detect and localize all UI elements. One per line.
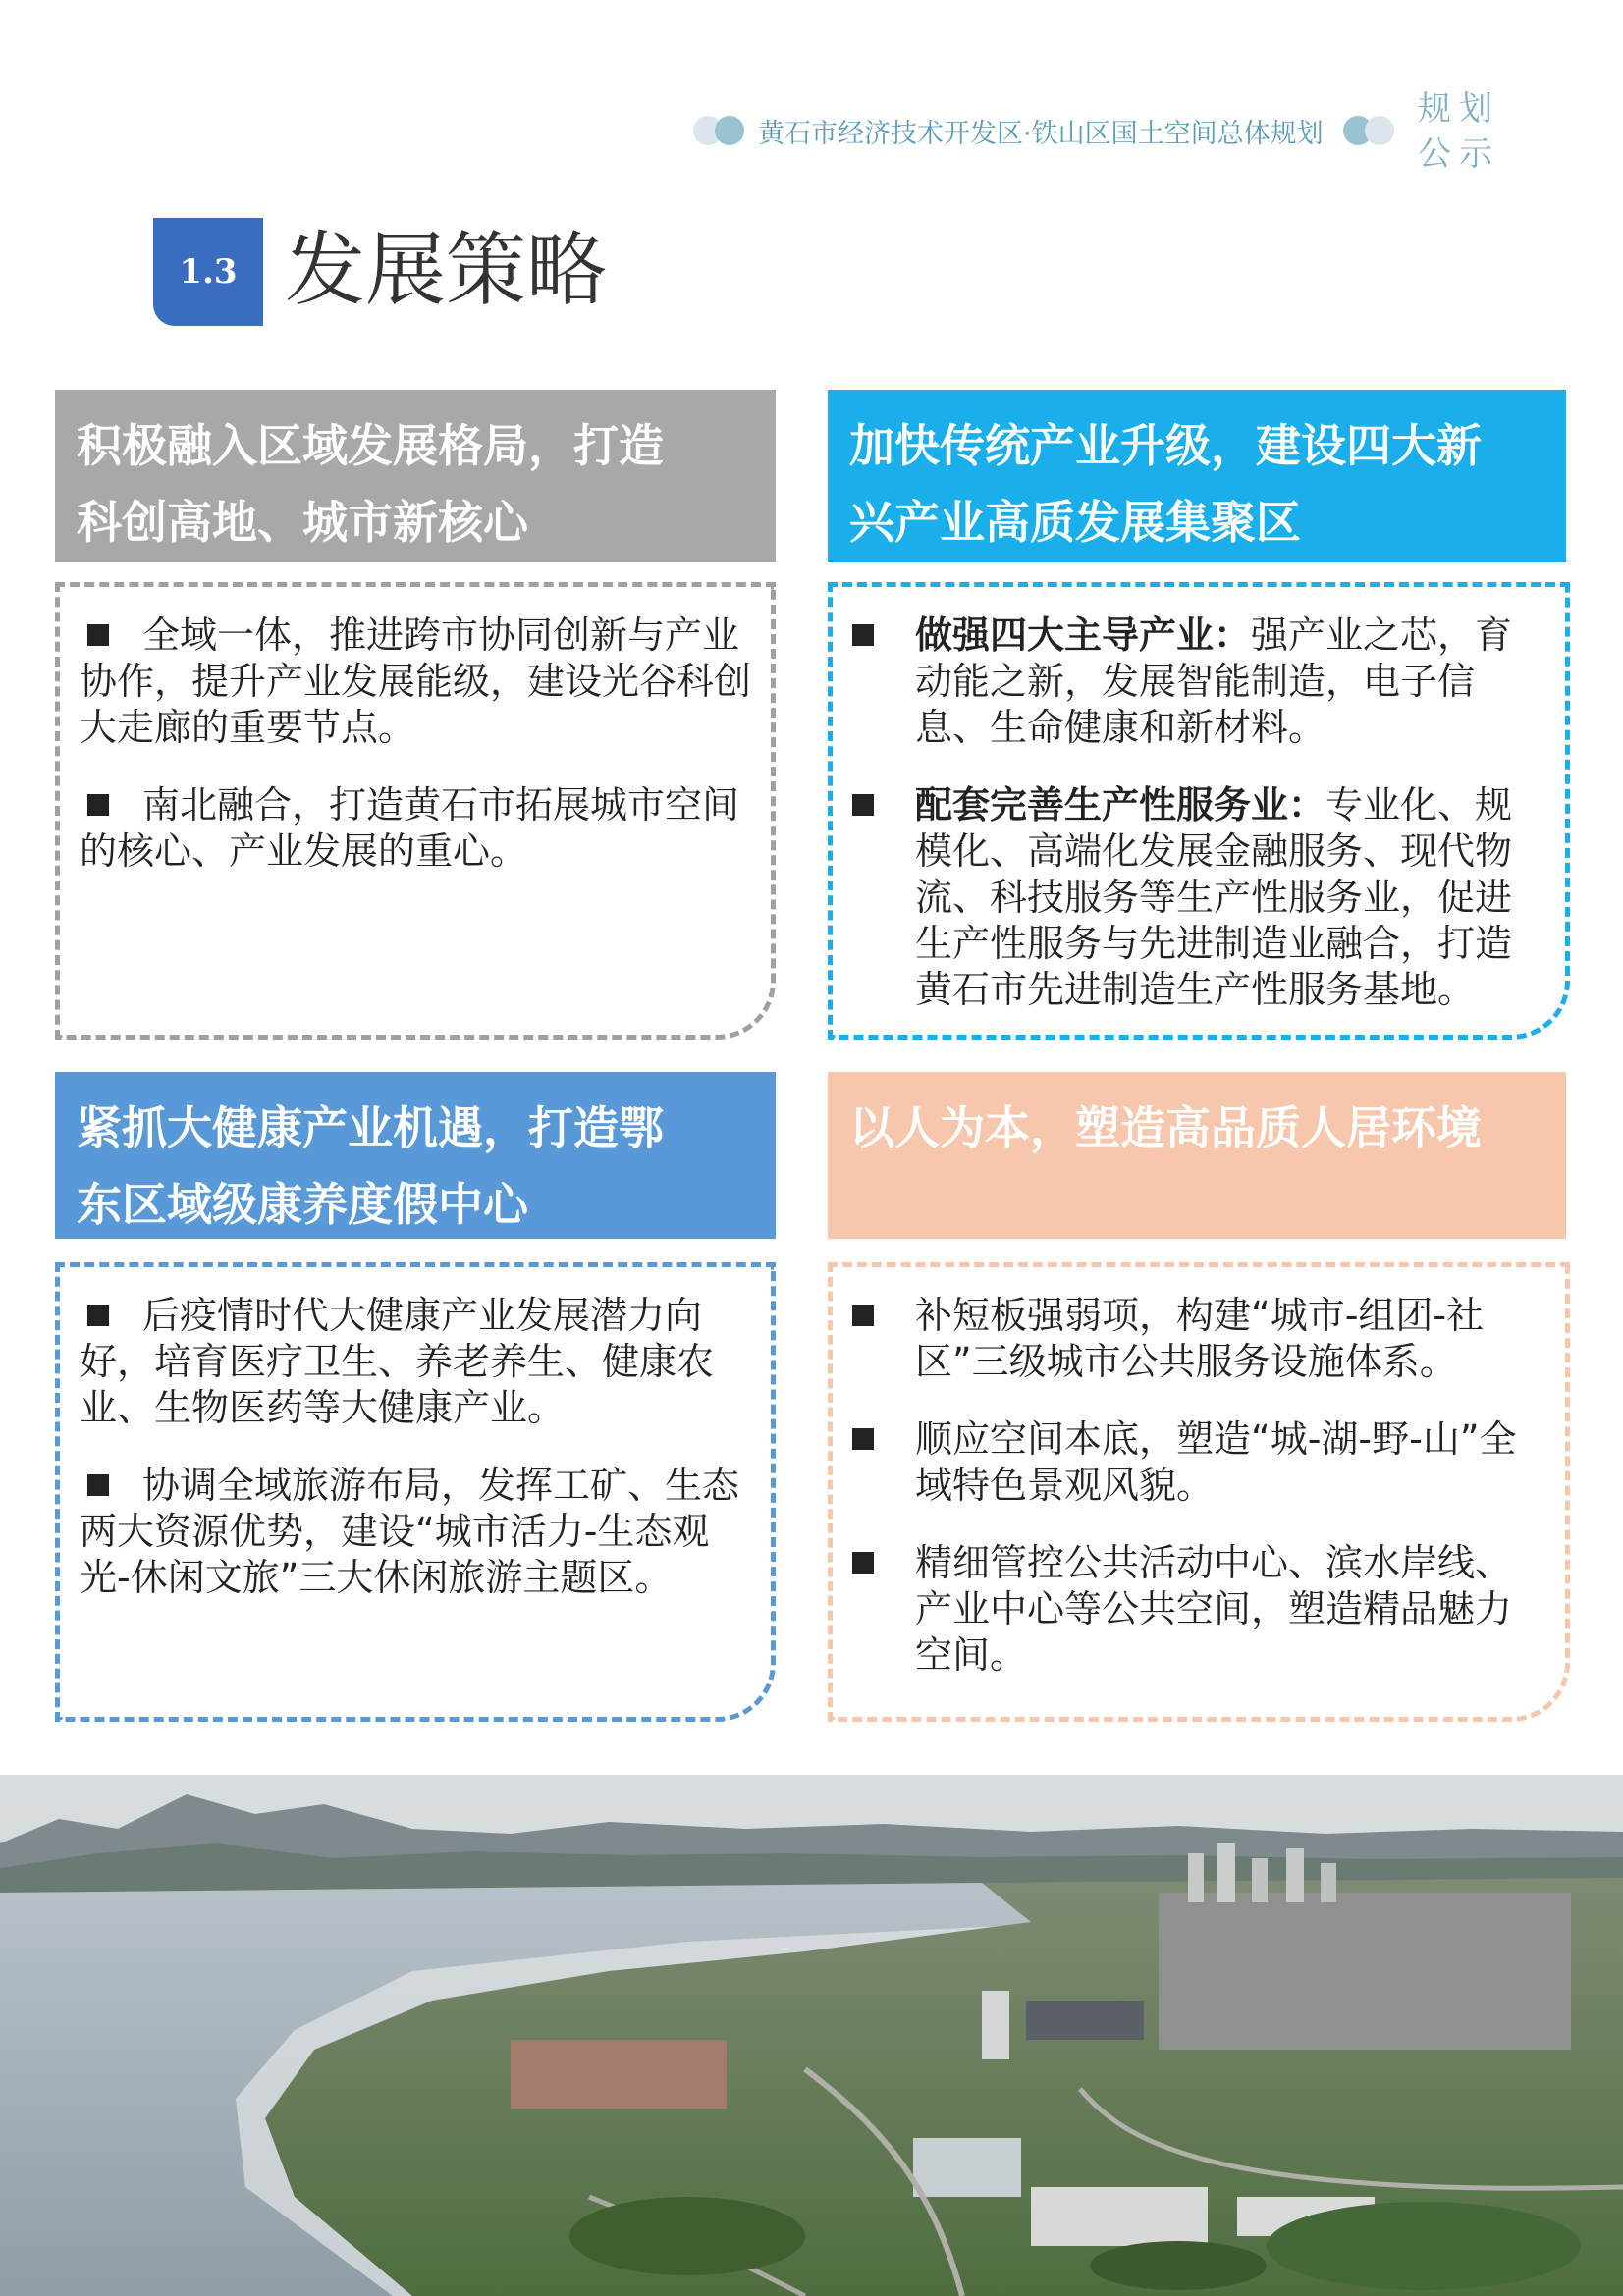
list-item: 补短板强弱项，构建“城市-组团-社区”三级城市公共服务设施体系。 [852, 1293, 1547, 1385]
square-bullet-icon [87, 624, 109, 646]
card-health-heading [55, 1072, 776, 1239]
list-item: 后疫情时代大健康产业发展潜力向好，培育医疗卫生、养老养生、健康农业、生物医药等大健康产业。 [80, 1294, 715, 1429]
card-industry-heading [828, 390, 1566, 562]
card-living-heading [828, 1072, 1566, 1239]
section-number-badge: 1.3 [153, 218, 263, 326]
header-side-line1: 规划 [1418, 89, 1500, 129]
card-heading-line: 积极融入区域发展格局，打造 [77, 419, 664, 472]
card-heading-line: 紧抓大健康产业机遇，打造鄂 [77, 1101, 664, 1154]
card-regional-heading [55, 390, 776, 562]
header-dots-right-icon [1343, 116, 1396, 145]
list-item: 配套完善生产性服务业：专业化、规模化、高端化发展金融服务、现代物流、科技服务等生产性服务业，促进生产性服务与先进制造业融合，打造黄石市先进制造生产性服务基地。 [852, 782, 1547, 1013]
card-industry-body [828, 582, 1570, 1040]
list-item: 协调全域旅游布局，发挥工矿、生态两大资源优势，建设“城市活力-生态观光-休闲文旅”三大休闲旅游主题区。 [80, 1464, 740, 1599]
header-title: 黄石市经济技术开发区·铁山区国土空间总体规划 [758, 119, 1324, 149]
card-regional-body [55, 582, 776, 1040]
aerial-photo-illustration [0, 1775, 1623, 2296]
header-side-label [1418, 86, 1500, 177]
square-bullet-icon [852, 794, 874, 816]
card-health-body [55, 1262, 776, 1722]
section-title: 发展策略 [285, 224, 608, 317]
square-bullet-icon [87, 794, 109, 816]
header-dots-left-icon [693, 116, 746, 145]
card-heading-line: 东区域级康养度假中心 [77, 1178, 528, 1231]
square-bullet-icon [852, 624, 874, 646]
list-item: 顺应空间本底，塑造“城-湖-野-山”全域特色景观风貌。 [852, 1416, 1547, 1509]
square-bullet-icon [87, 1474, 109, 1496]
card-living-body [828, 1262, 1570, 1722]
list-item: 南北融合，打造黄石市拓展城市空间的核心、产业发展的重心。 [80, 783, 740, 873]
square-bullet-icon [852, 1428, 874, 1450]
square-bullet-icon [87, 1305, 109, 1326]
square-bullet-icon [852, 1305, 874, 1326]
card-heading-line: 加快传统产业升级，建设四大新 [849, 419, 1482, 472]
card-heading-line: 以人为本，塑造高品质人居环境 [849, 1101, 1482, 1154]
header-side-line2: 公示 [1418, 134, 1500, 174]
card-heading-line: 兴产业高质发展集聚区 [849, 496, 1301, 549]
aerial-city-photo [0, 1775, 1623, 2296]
list-item: 全域一体，推进跨市协同创新与产业协作，提升产业发展能级，建设光谷科创大走廊的重要节点。 [80, 614, 752, 749]
square-bullet-icon [852, 1552, 874, 1574]
list-item: 做强四大主导产业：强产业之芯，育动能之新，发展智能制造，电子信息、生命健康和新材料。 [852, 613, 1547, 751]
list-item: 精细管控公共活动中心、滨水岸线、产业中心等公共空间，塑造精品魅力空间。 [852, 1540, 1547, 1679]
card-heading-line: 科创高地、城市新核心 [77, 496, 528, 549]
